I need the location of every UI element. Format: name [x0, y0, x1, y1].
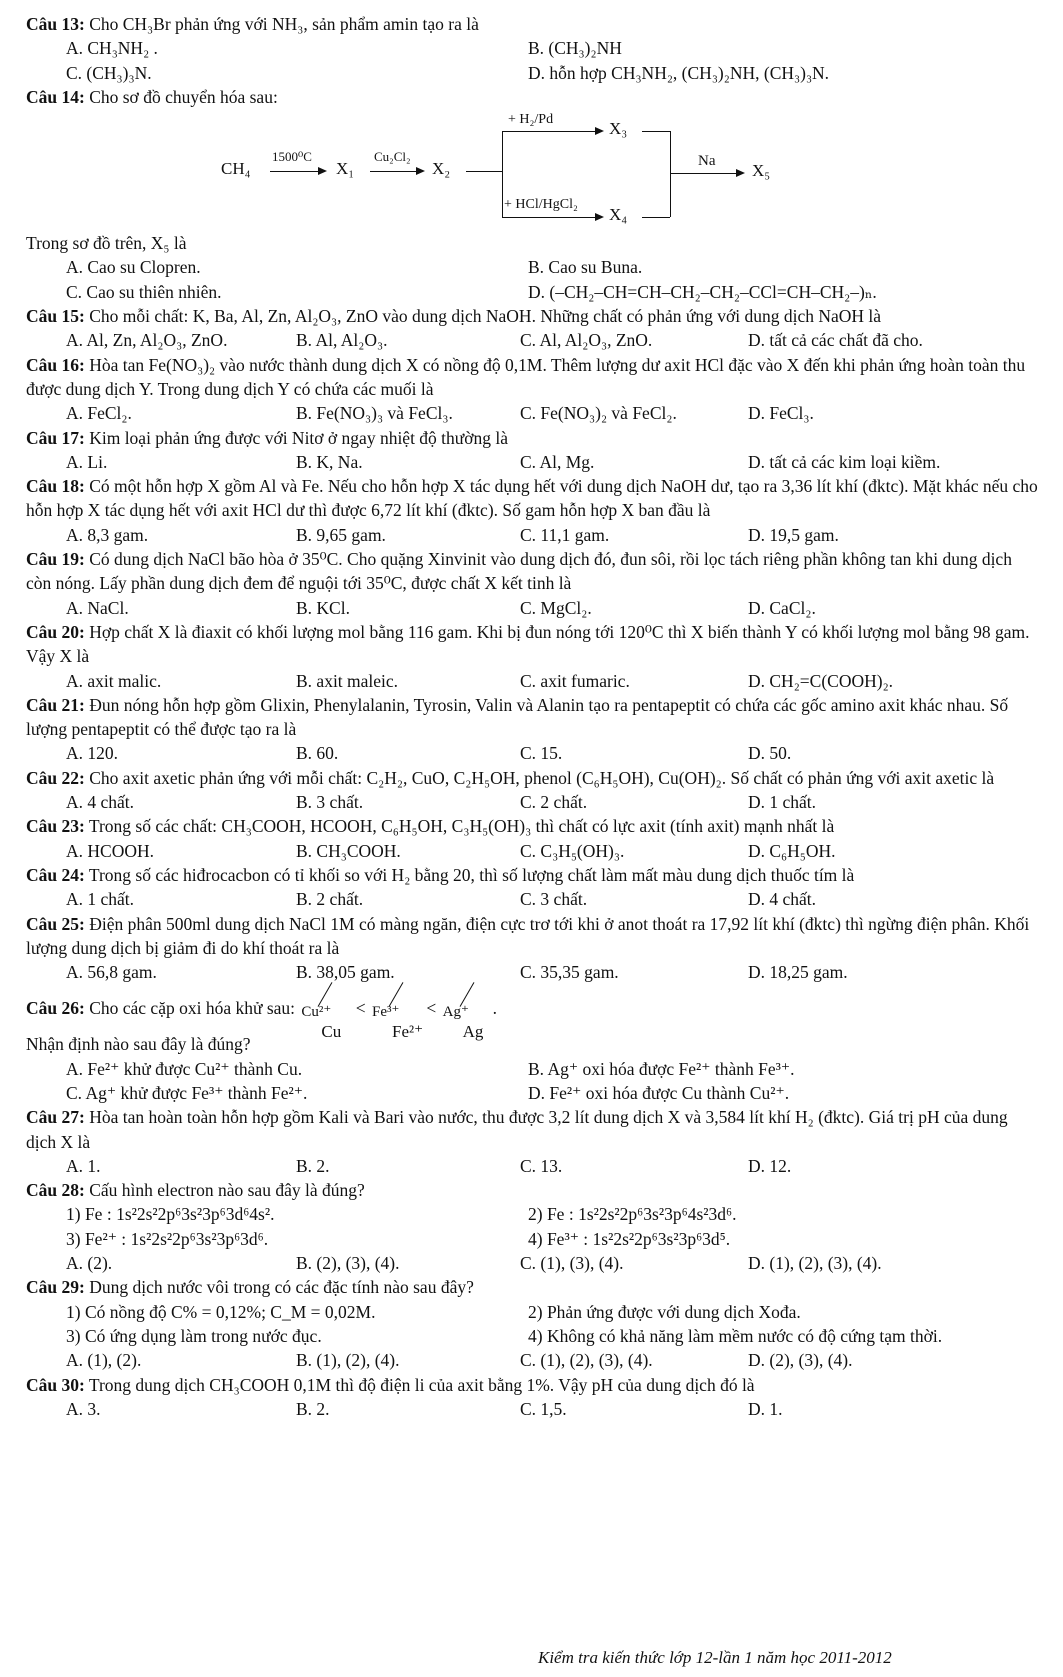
question-label: Câu 19:	[26, 549, 85, 570]
question-label: Câu 16:	[26, 354, 85, 375]
arrow-3	[502, 131, 597, 132]
question-text: Điện phân 500ml dung dịch NaCl 1M có màng ngăn, điện cực trơ tới khi ở anot thoát ra 17,92 lít khí (đktc) thì ngừng điện phân. Khối lượng dung dịch bị giảm đi do khí thoát ra là	[26, 913, 1030, 958]
merge-top	[642, 131, 670, 132]
options-18	[26, 523, 1038, 547]
options-14	[26, 255, 1038, 279]
question-23	[26, 814, 1038, 838]
option-a[interactable]: A. 56,8 gam.	[66, 962, 157, 983]
option-b[interactable]: B. Fe(NO₃)₃ và FeCl₃.	[296, 403, 453, 424]
statement-4: 4) Không có khả năng làm mềm nước có độ cứng tạm thời.	[528, 1325, 943, 1346]
options-26-cd	[26, 1081, 1038, 1105]
options-28	[26, 1251, 1038, 1275]
question-text: Đun nóng hỗn hợp gồm Glixin, Phenylalanin, Tyrosin, Valin và Alanin tạo ra pentapeptit có chứa các gốc amino axit khác nhau. Số lượng pentapeptit có thể được tạo ra là	[26, 694, 1009, 740]
exam-page	[26, 12, 1038, 1421]
redox-pair-fe	[370, 990, 424, 1042]
option-b[interactable]: B. KCl.	[296, 597, 350, 618]
question-17	[26, 426, 1038, 450]
diagram-label-cu2cl2: Cu₂Cl₂	[374, 149, 411, 165]
less-than: <	[426, 998, 437, 1019]
option-c[interactable]: C. axit fumaric.	[520, 670, 630, 691]
redox-num: Fe³⁺	[372, 1004, 400, 1021]
redox-pair-cu	[299, 990, 351, 1042]
option-c[interactable]: C. Fe(NO₃)₂ và FeCl₂.	[520, 403, 677, 424]
redox-pair-ag	[441, 990, 493, 1042]
options-16	[26, 401, 1038, 425]
statement-3: 3) Fe²⁺ : 1s²2s²2p⁶3s²3p⁶3d⁶.	[66, 1228, 269, 1249]
option-a[interactable]: A. HCOOH.	[66, 840, 154, 861]
redox-den: Cu	[321, 1022, 342, 1042]
option-b[interactable]: B. 2.	[296, 1398, 330, 1419]
question-label: Câu 14:	[26, 86, 85, 107]
diagram-x2: X₂	[432, 159, 451, 179]
option-d[interactable]: D. FeCl₃.	[748, 403, 814, 424]
question-label: Câu 28:	[26, 1180, 85, 1201]
arrow-2	[370, 171, 418, 172]
option-c[interactable]: C. 2 chất.	[520, 792, 588, 813]
option-a[interactable]: A. Fe²⁺ khử được Cu²⁺ thành Cu.	[66, 1058, 303, 1079]
option-b[interactable]: B. 3 chất.	[296, 792, 364, 813]
question-label: Câu 21:	[26, 694, 85, 715]
question-label: Câu 29:	[26, 1277, 85, 1298]
option-c[interactable]: C. Al, Mg.	[520, 451, 595, 472]
question-label: Câu 23:	[26, 816, 85, 837]
option-c[interactable]: C. 15.	[520, 743, 563, 764]
option-d[interactable]: D. tất cả các chất đã cho.	[748, 330, 923, 351]
question-text: Trong số các chất: CH₃COOH, HCOOH, C₆H₅OH, C₃H₅(OH)₃ thì chất có lực axit (tính axit) mạnh nhất là	[88, 816, 835, 837]
option-a[interactable]: A. 120.	[66, 743, 119, 764]
question-30	[26, 1373, 1038, 1397]
option-c[interactable]: C. Al, Al₂O₃, ZnO.	[520, 330, 653, 351]
question-22	[26, 766, 1038, 790]
option-c[interactable]: C. 1,5.	[520, 1398, 567, 1419]
option-d[interactable]: D. (2), (3), (4).	[748, 1350, 853, 1371]
arrow-head-4	[595, 213, 604, 221]
option-b[interactable]: B. Ag⁺ oxi hóa được Fe²⁺ thành Fe³⁺.	[528, 1058, 795, 1079]
diagram-x3: X₃	[609, 119, 628, 139]
options-15	[26, 328, 1038, 352]
option-b[interactable]: B. 2 chất.	[296, 889, 364, 910]
diagram-label-hcl: + HCl/HgCl₂	[504, 197, 578, 213]
statement-4: 4) Fe³⁺ : 1s²2s²2p⁶3s²3p⁶3d⁵.	[528, 1228, 731, 1249]
option-c[interactable]: C. (CH₃)₃N.	[66, 62, 152, 83]
options-13	[26, 36, 1038, 60]
option-d[interactable]: D. 4 chất.	[748, 889, 817, 910]
option-a[interactable]: A. Cao su Clopren.	[66, 257, 201, 278]
option-b[interactable]: B. (CH₃)₂NH	[528, 38, 622, 59]
option-c[interactable]: C. 3 chất.	[520, 889, 588, 910]
options-29	[26, 1348, 1038, 1372]
option-a[interactable]: A. 1.	[66, 1155, 101, 1176]
option-c[interactable]: C. 11,1 gam.	[520, 524, 610, 545]
question-text: Có dung dịch NaCl bão hòa ở 35⁰C. Cho quặng Xinvinit vào dung dịch đó, đun sôi, rồi lọc tách riêng phần không tan khi dung dịch còn nóng. Lấy phần dung dịch đem để nguội tới 35⁰C, được chất X kết tinh là	[26, 549, 1012, 594]
question-text: Cho axit axetic phản ứng với mỗi chất: C₂H₂, CuO, C₂H₅OH, phenol (C₆H₅OH), Cu(OH)₂. Số chất có phản ứng với axit axetic là	[89, 767, 995, 788]
redox-den: Fe²⁺	[392, 1022, 424, 1042]
option-d[interactable]: D. 1 chất.	[748, 792, 817, 813]
option-a[interactable]: A. FeCl₂.	[66, 403, 132, 424]
options-20	[26, 669, 1038, 693]
branch-left-vertical	[502, 131, 503, 217]
option-c[interactable]: C. Ag⁺ khử được Fe³⁺ thành Fe²⁺.	[66, 1082, 308, 1103]
option-d[interactable]: D. 50.	[748, 743, 792, 764]
question-14-prompt: Trong sơ đồ trên, X₅ là	[26, 233, 187, 254]
question-18	[26, 474, 1038, 523]
question-text: Kim loại phản ứng được với Nitơ ở ngay nhiệt độ thường là	[89, 427, 509, 448]
arrow-1	[270, 171, 320, 172]
question-label: Câu 13:	[26, 14, 85, 34]
conversion-diagram	[26, 109, 1038, 231]
option-c[interactable]: C. Cao su thiên nhiên.	[66, 281, 222, 302]
question-text: Có một hỗn hợp X gồm Al và Fe. Nếu cho hỗn hợp X tác dụng hết với dung dịch NaOH dư, tạo ra 3,36 lít khí (đktc). Mặt khác nếu cho hỗn hợp X tác dụng hết với axit HCl dư thì được 6,72 lít khí (đktc). Số gam hỗn hợp X ban đầu là	[26, 476, 1038, 521]
question-text: Cấu hình electron nào sau đây là đúng?	[89, 1180, 365, 1201]
options-14-cd	[26, 280, 1038, 304]
option-d[interactable]: D. 12.	[748, 1155, 792, 1176]
question-15	[26, 304, 1038, 328]
diagram-label-h2pd: + H₂/Pd	[508, 112, 554, 128]
question-24	[26, 863, 1038, 887]
question-21	[26, 693, 1038, 742]
option-d[interactable]: D. C₆H₅OH.	[748, 840, 836, 861]
question-label: Câu 24:	[26, 864, 85, 885]
diagram-label-1500: 1500⁰C	[272, 149, 312, 165]
option-c[interactable]: C. 35,35 gam.	[520, 962, 619, 983]
option-b[interactable]: B. (2), (3), (4).	[296, 1253, 400, 1274]
question-text: Trong số các hiđrocacbon có tỉ khối so với H₂ bằng 20, thì số lượng chất làm mất màu dung dịch thuốc tím là	[88, 864, 855, 885]
option-b[interactable]: B. Al, Al₂O₃.	[296, 330, 388, 351]
question-20	[26, 620, 1038, 669]
merge-bottom	[642, 217, 670, 218]
option-a[interactable]: A. Al, Zn, Al₂O₃, ZnO.	[66, 330, 228, 351]
options-13-cd	[26, 61, 1038, 85]
option-d[interactable]: D. CH₂=C(COOH)₂.	[748, 670, 894, 691]
question-label: Câu 20:	[26, 621, 85, 642]
question-label: Câu 25:	[26, 913, 85, 934]
question-label: Câu 22:	[26, 767, 85, 788]
page-footer: Kiểm tra kiến thức lớp 12-lần 1 năm học 2011-2012	[538, 1648, 892, 1667]
arrow-4	[502, 217, 597, 218]
options-19	[26, 596, 1038, 620]
option-a[interactable]: A. 3.	[66, 1398, 101, 1419]
statements-29-34	[26, 1324, 1038, 1348]
question-27	[26, 1105, 1038, 1154]
option-b[interactable]: B. 60.	[296, 743, 339, 764]
branch-stem	[466, 171, 502, 172]
question-text: Dung dịch nước vôi trong có các đặc tính nào sau đây?	[89, 1277, 474, 1298]
branch-right-vertical	[670, 131, 671, 217]
statements-29-12	[26, 1300, 1038, 1324]
option-a[interactable]: A. CH₃NH₂ .	[66, 38, 158, 59]
redox-num: Cu²⁺	[301, 1004, 332, 1021]
option-c[interactable]: C. C₃H₅(OH)₃.	[520, 840, 625, 861]
question-label: Câu 15:	[26, 306, 85, 327]
option-c[interactable]: C. (1), (3), (4).	[520, 1253, 624, 1274]
question-text: Trong dung dịch CH₃COOH 0,1M thì độ điện li của axit bằng 1%. Vậy pH của dung dịch đó là	[88, 1374, 755, 1395]
arrow-head-3	[595, 127, 604, 135]
question-29	[26, 1275, 1038, 1299]
statement-1: 1) Có nồng độ C% = 0,12%; C_M = 0,02M.	[66, 1301, 376, 1322]
question-label: Câu 18:	[26, 476, 85, 497]
statements-28-34	[26, 1227, 1038, 1251]
options-30	[26, 1397, 1038, 1421]
option-b[interactable]: B. CH₃COOH.	[296, 840, 401, 861]
period: .	[492, 998, 498, 1019]
redox-num: Ag⁺	[442, 1004, 469, 1021]
diagram-ch4: CH₄	[221, 159, 251, 179]
option-b[interactable]: B. 2.	[296, 1155, 330, 1176]
option-d[interactable]: D. tất cả các kim loại kiềm.	[748, 451, 941, 472]
arrow-5	[670, 173, 738, 174]
option-d[interactable]: D. 19,5 gam.	[748, 524, 839, 545]
options-22	[26, 790, 1038, 814]
options-23	[26, 839, 1038, 863]
option-d[interactable]: D. hỗn hợp CH₃NH₂, (CH₃)₂NH, (CH₃)₃N.	[528, 62, 830, 83]
options-24	[26, 887, 1038, 911]
redox-den: Ag	[462, 1022, 484, 1042]
option-a[interactable]: A. NaCl.	[66, 597, 129, 618]
option-a[interactable]: A. axit malic.	[66, 670, 162, 691]
less-than: <	[355, 998, 366, 1019]
diagram-label-na: Na	[698, 153, 716, 170]
options-26	[26, 1057, 1038, 1081]
option-d[interactable]: D. 18,25 gam.	[748, 962, 848, 983]
option-d[interactable]: D. Fe²⁺ oxi hóa được Cu thành Cu²⁺.	[528, 1082, 790, 1103]
statement-2: 2) Fe : 1s²2s²2p⁶3s²3p⁶4s²3d⁶.	[528, 1204, 737, 1225]
option-a[interactable]: A. (1), (2).	[66, 1350, 142, 1371]
option-d[interactable]: D. CaCl₂.	[748, 597, 816, 618]
question-label: Câu 27:	[26, 1107, 85, 1128]
options-27	[26, 1154, 1038, 1178]
option-c[interactable]: C. 13.	[520, 1155, 563, 1176]
statements-28-12	[26, 1202, 1038, 1226]
option-a[interactable]: A. (2).	[66, 1253, 113, 1274]
question-26-prompt: Nhận định nào sau đây là đúng?	[26, 1034, 251, 1055]
question-text: Hòa tan Fe(NO₃)₂ vào nước thành dung dịch X có nồng độ 0,1M. Thêm lượng dư axit HCl đặc vào X đến khi phản ứng hoàn toàn thu được dung dịch Y. Trong dung dịch Y có chứa các muối là	[26, 354, 1026, 399]
question-13	[26, 12, 1038, 36]
option-b[interactable]: B. K, Na.	[296, 451, 363, 472]
statement-3: 3) Có ứng dụng làm trong nước đục.	[66, 1325, 322, 1346]
option-b[interactable]: B. axit maleic.	[296, 670, 399, 691]
diagram-x4: X₄	[609, 205, 628, 225]
options-25	[26, 960, 1038, 984]
question-25	[26, 912, 1038, 961]
option-b[interactable]: B. 38,05 gam.	[296, 962, 395, 983]
question-label: Câu 26:	[26, 998, 85, 1019]
question-label: Câu 30:	[26, 1374, 85, 1395]
question-26	[26, 984, 1038, 1042]
question-16	[26, 353, 1038, 402]
option-a[interactable]: A. 4 chất.	[66, 792, 135, 813]
option-b[interactable]: B. 9,65 gam.	[296, 524, 386, 545]
option-c[interactable]: C. (1), (2), (3), (4).	[520, 1350, 653, 1371]
question-label: Câu 17:	[26, 427, 85, 448]
option-c[interactable]: C. MgCl₂.	[520, 597, 592, 618]
option-b[interactable]: B. (1), (2), (4).	[296, 1350, 400, 1371]
question-text: Cho CH₃Br phản ứng với NH₃, sản phẩm amin tạo ra là	[89, 14, 479, 34]
option-a[interactable]: A. 1 chất.	[66, 889, 135, 910]
question-28	[26, 1178, 1038, 1202]
option-d[interactable]: D. (1), (2), (3), (4).	[748, 1253, 882, 1274]
options-17	[26, 450, 1038, 474]
question-text: Cho mỗi chất: K, Ba, Al, Zn, Al₂O₃, ZnO vào dung dịch NaOH. Những chất có phản ứng với dung dịch NaOH là	[89, 306, 882, 327]
statement-1: 1) Fe : 1s²2s²2p⁶3s²3p⁶3d⁶4s².	[66, 1204, 275, 1225]
diagram-x5: X₅	[752, 161, 771, 181]
question-text: Cho các cặp oxi hóa khử sau:	[89, 998, 296, 1019]
option-a[interactable]: A. 8,3 gam.	[66, 524, 149, 545]
arrow-head-2	[416, 167, 425, 175]
arrow-head-1	[318, 167, 327, 175]
option-a[interactable]: A. Li.	[66, 451, 108, 472]
question-14	[26, 85, 1038, 109]
options-21	[26, 741, 1038, 765]
option-d[interactable]: D. 1.	[748, 1398, 783, 1419]
question-text: Cho sơ đồ chuyển hóa sau:	[89, 86, 278, 107]
option-d[interactable]: D. (–CH₂–CH=CH–CH₂–CH₂–CCl=CH–CH₂–)ₙ.	[528, 281, 877, 302]
question-text: Hòa tan hoàn toàn hỗn hợp gồm Kali và Bari vào nước, thu được 3,2 lít dung dịch X và 3,584 lít khí H₂ (đktc). Giá trị pH của dung dịch X là	[26, 1107, 1008, 1152]
question-text: Hợp chất X là điaxit có khối lượng mol bằng 116 gam. Khi bị đun nóng tới 120⁰C thì X biến thành Y có khối lượng mol bằng 98 gam. Vậy X là	[26, 621, 1030, 667]
diagram-x1: X₁	[336, 159, 355, 179]
question-19	[26, 547, 1038, 596]
arrow-head-5	[736, 169, 745, 177]
statement-2: 2) Phản ứng được với dung dịch Xođa.	[528, 1301, 801, 1322]
option-b[interactable]: B. Cao su Buna.	[528, 257, 643, 278]
